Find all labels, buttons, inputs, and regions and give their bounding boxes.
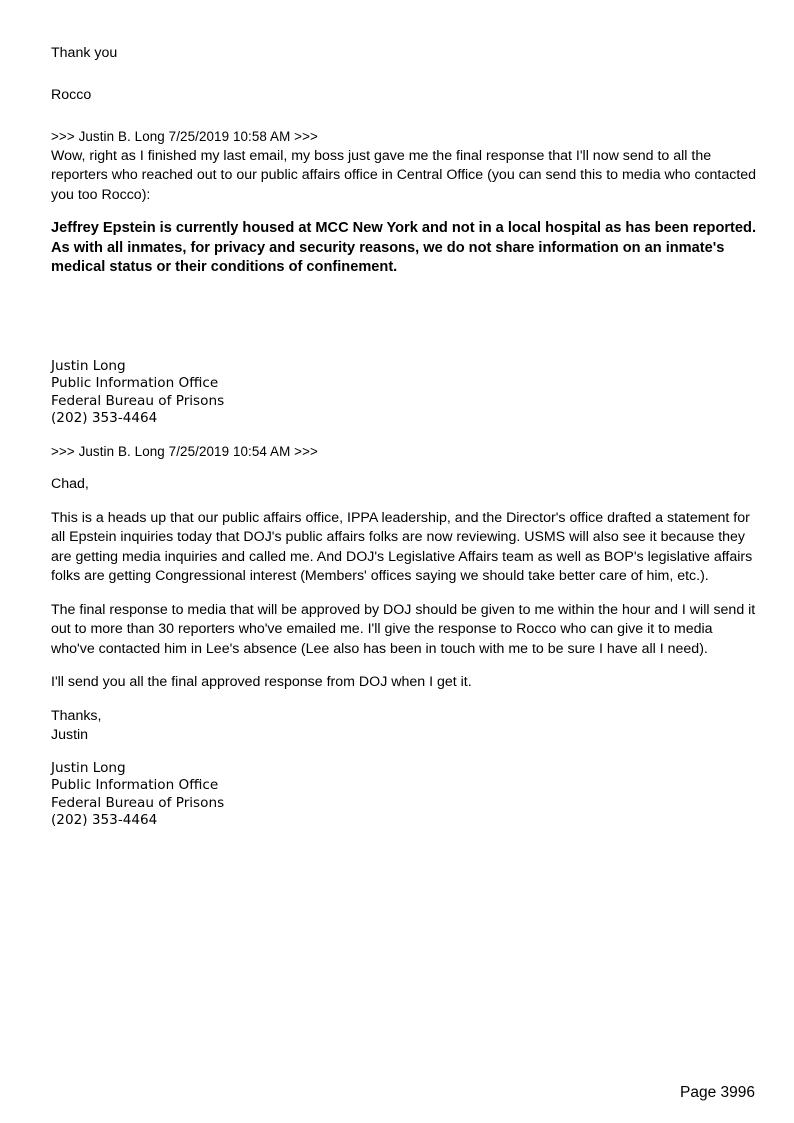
signature-phone: (202) 353-4464: [51, 410, 158, 426]
signature-agency: Federal Bureau of Prisons: [51, 392, 225, 409]
page-number: Page 3996: [680, 1084, 755, 1101]
email-paragraph: This is a heads up that our public affairs office, IPPA leadership, and the Director's office drafted a statement for all Epstein inquiries today that DOJ's public affairs folks are now reviewing. USMS will also see it because they are getting media inquiries and called me. And DOJ's Legislative Affairs team as well as BOP's legislative affairs folks are getting Congressional interest (Members' offices saying we should take better care of him, etc.).: [51, 509, 753, 584]
email-closing-name: Justin: [51, 727, 89, 743]
email-document: [51, 44, 759, 830]
email-header: >>> Justin B. Long 7/25/2019 10:54 AM >>>: [51, 443, 318, 459]
closing-thank-you: Thank you: [51, 45, 118, 61]
email-closing: Thanks,: [51, 707, 102, 724]
signature-office: Public Information Office: [51, 777, 219, 793]
signature-block: [51, 358, 759, 428]
email-salutation: Chad,: [51, 476, 89, 492]
sender-name: Rocco: [51, 86, 92, 103]
signature-agency: Federal Bureau of Prisons: [51, 794, 225, 811]
quoted-email-1054: [51, 442, 759, 830]
email-paragraph: I'll send you all the final approved response from DOJ when I get it.: [51, 674, 472, 690]
signature-office: Public Information Office: [51, 375, 219, 391]
quoted-email-1058: [51, 127, 759, 428]
email-header: >>> Justin B. Long 7/25/2019 10:58 AM >>>: [51, 129, 318, 144]
official-statement: Jeffrey Epstein is currently housed at MCC New York and not in a local hospital as has been reported. As with all inmates, for privacy and security reasons, we do not share information on an inmate's medical status or their conditions of confinement.: [51, 220, 756, 275]
signature-name: Justin Long: [51, 357, 126, 374]
email-body: Wow, right as I finished my last email, my boss just gave me the final response that I'll now send to all the reporters who reached out to our public affairs office in Central Office (you can send this to media who contacted you too Rocco):: [51, 147, 757, 203]
signature-phone: (202) 353-4464: [51, 812, 158, 828]
signature-block: [51, 760, 759, 830]
email-paragraph: The final response to media that will be approved by DOJ should be given to me within the hour and I will send it out to more than 30 reporters who've emailed me. I'll give the response to Rocco who can give it to media who've contacted him in Lee's absence (Lee also has been in touch with me to be sure I have all I need).: [51, 601, 756, 657]
signature-name: Justin Long: [51, 759, 126, 776]
